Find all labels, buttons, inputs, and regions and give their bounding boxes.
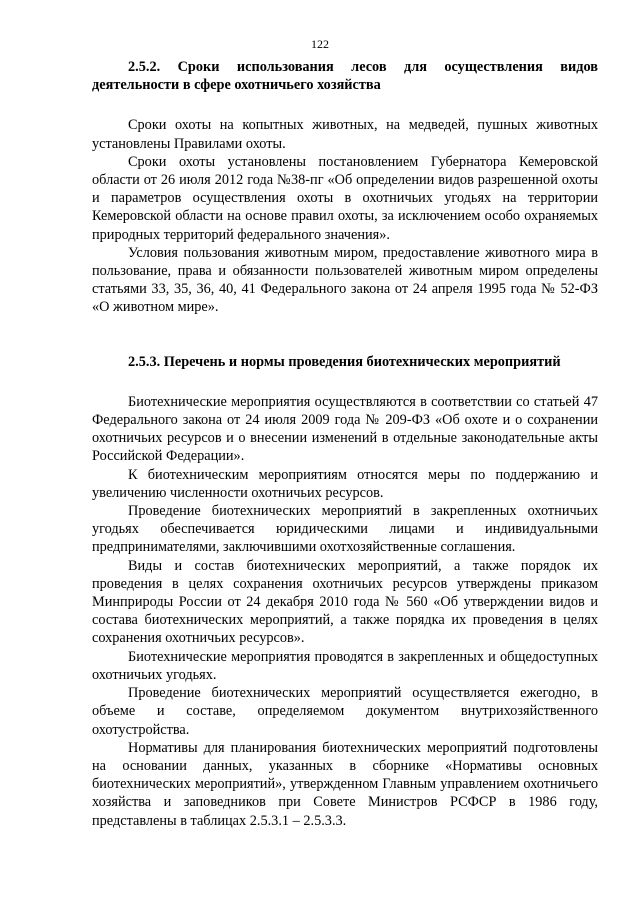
page-content (92, 58, 598, 830)
paragraph: Виды и состав биотехнических мероприятий, а также порядок их проведения в целях сохранения охотничьих ресурсов утверждены приказом Минприроды России от 24 декабря 2010 года № 560 «Об утверждении видов и состава биотехнических мероприятий, а также порядка их проведения в целях сохранения охотничьих ресурсов». (92, 557, 598, 647)
paragraph: Проведение биотехнических мероприятий в закрепленных охотничьих угодьях обеспечивается юридическими лицами и индивидуальными предпринимателями, заключившими охотхозяйственные соглашения. (92, 503, 598, 556)
section-heading-2-5-2: 2.5.2. Сроки использования лесов для осуществления видов деятельности в сфере охотничьего хозяйства (92, 59, 598, 94)
section-body-2-5-3 (92, 393, 598, 830)
paragraph: Условия пользования животным миром, предоставление животного мира в пользование, права и обязанности пользователей животным миром определены статьями 33, 35, 36, 40, 41 Федерального закона от 24 апреля 1995 года № 52-ФЗ «О животном мире». (92, 244, 598, 316)
paragraph: Биотехнические мероприятия осуществляются в соответствии со статьей 47 Федерального закона от 24 июля 2009 года № 209-ФЗ «Об охоте и о сохранении охотничьих ресурсов и о внесении изменений в отдельные законодательные акты Российской Федерации». (92, 393, 598, 465)
paragraph: Сроки охоты установлены постановлением Губернатора Кемеровской области от 26 июля 2012 года №38-пг «Об определении видов разрешенной охоты и параметров осуществления охоты в охотничьих угодьях на территории Кемеровской области на основе правил охоты, за исключением особо охраняемых природных территорий федерального значения». (92, 153, 598, 243)
paragraph: Проведение биотехнических мероприятий осуществляется ежегодно, в объеме и составе, определяемом документом внутрихозяйственного охотустройства. (92, 685, 598, 738)
paragraph: К биотехническим мероприятиям относятся меры по поддержанию и увеличению численности охотничьих ресурсов. (92, 466, 598, 501)
paragraph: Биотехнические мероприятия проводятся в закрепленных и общедоступных охотничьих угодьях. (92, 648, 598, 683)
section-heading-2-5-3: 2.5.3. Перечень и нормы проведения биотехнических мероприятий (128, 353, 561, 370)
page-number: 122 (311, 37, 329, 51)
paragraph: Сроки охоты на копытных животных, на медведей, пушных животных установлены Правилами охоты. (92, 117, 598, 152)
section-body-2-5-2 (92, 116, 598, 316)
paragraph: Нормативы для планирования биотехнических мероприятий подготовлены на основании данных, указанных в сборнике «Нормативы основных биотехнических мероприятий», утвержденном Главным управлением охотничьего хозяйства и заповедников при Совете Министров РСФСР в 1986 году, представлены в таблицах 2.5.3.1 – 2.5.3.3. (92, 739, 598, 829)
